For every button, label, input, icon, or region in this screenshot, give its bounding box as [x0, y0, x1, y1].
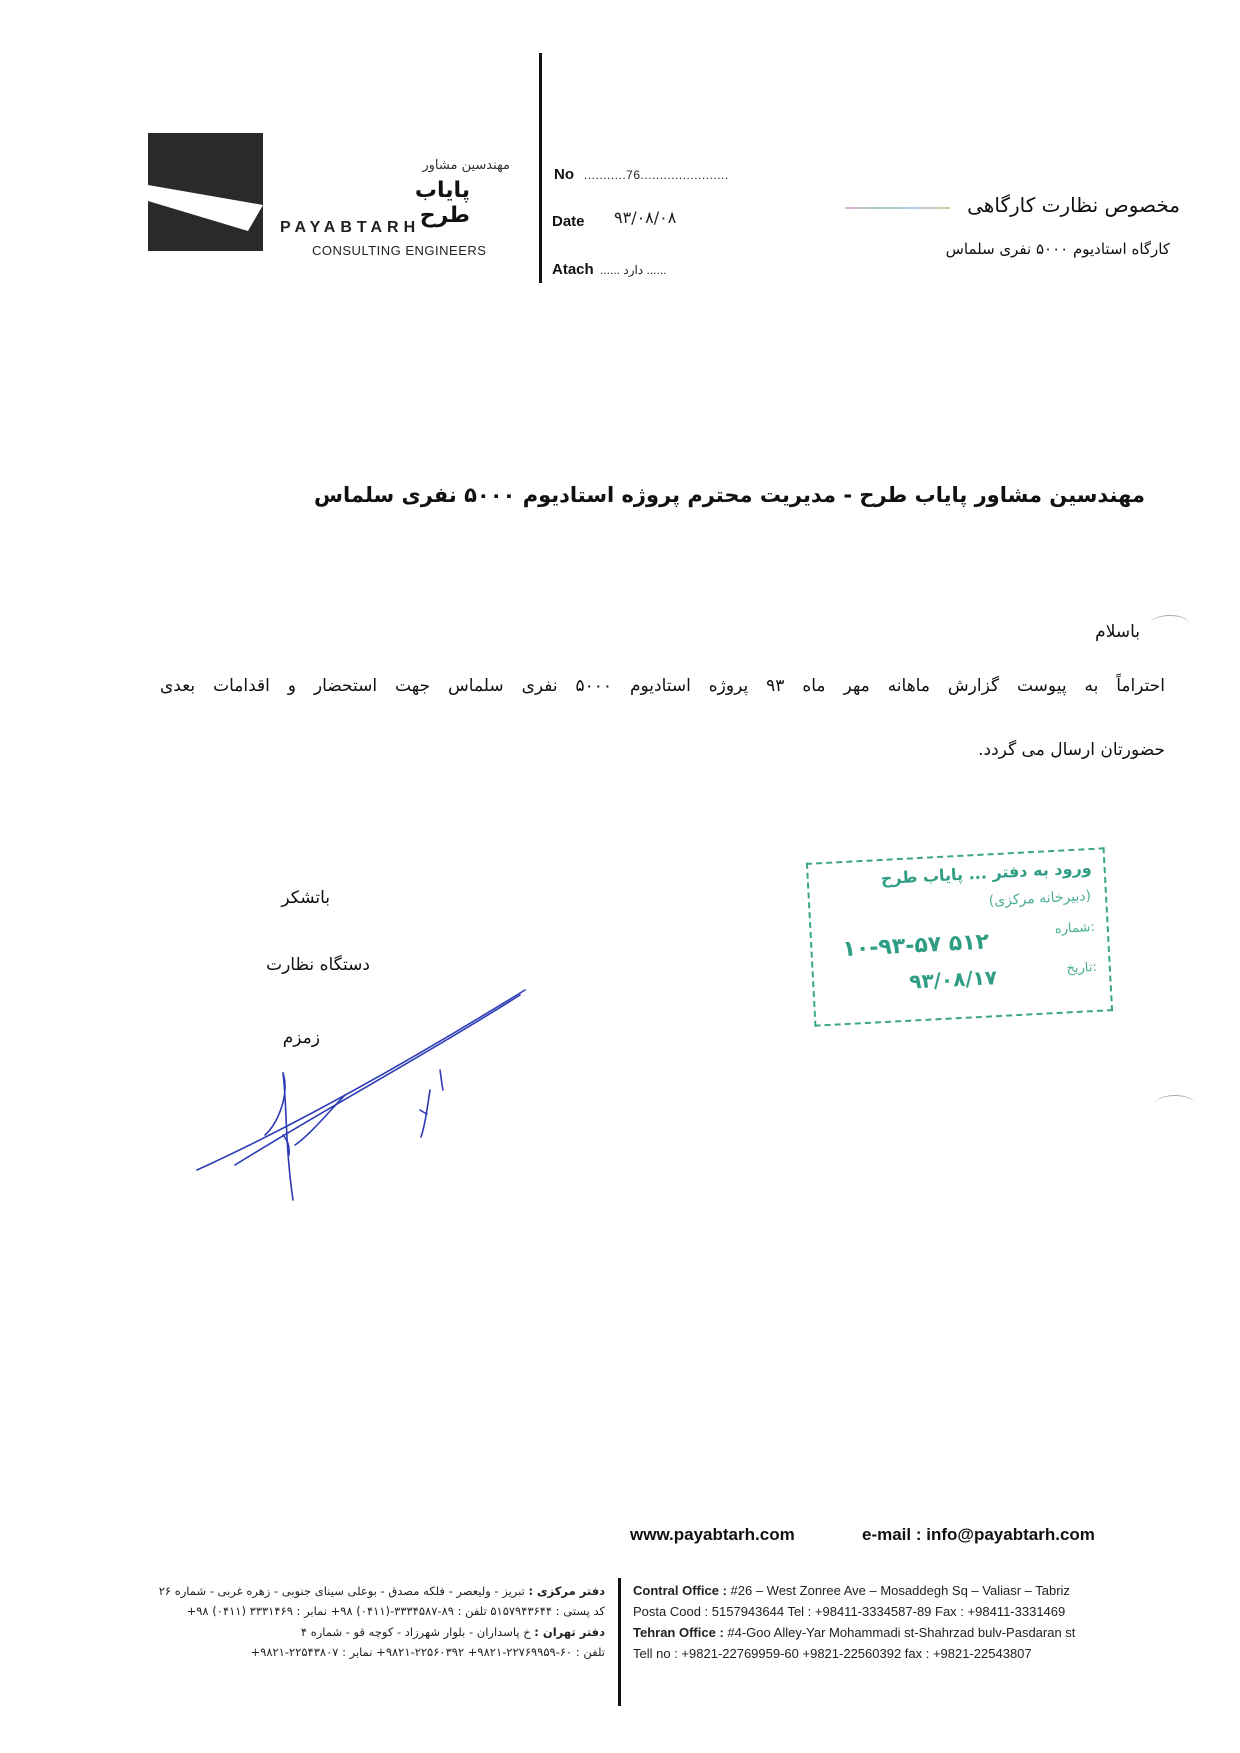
website-link[interactable]: www.payabtarh.com [630, 1525, 795, 1544]
footer-en-line [633, 1625, 1075, 1640]
footer-fa-text: خ پاسداران - بلوار شهرزاد - کوچه قو - شماره ۴ [300, 1625, 535, 1639]
footer-fa-text: تلفن : ۶۰-۲۲۷۶۹۹۵۹-۹۸۲۱+ ۲۲۵۶۰۳۹۲-۹۸۲۱+ نمابر : ۲۲۵۴۳۸۰۷-۹۸۲۱+ [250, 1645, 605, 1659]
date-value: ۹۳/۰۸/۰۸ [614, 208, 677, 227]
footer-fa-label: دفتر مرکزی : [528, 1584, 605, 1598]
logo-mark [148, 133, 263, 251]
receipt-stamp [806, 847, 1113, 1026]
greeting: باسلام [1095, 622, 1140, 642]
email-link[interactable]: e-mail : info@payabtarh.com [862, 1525, 1095, 1544]
number-value: ...........76....................... [584, 168, 729, 182]
footer-en-line [633, 1646, 1032, 1661]
stamp-date-value: ۹۳/۰۸/۱۷ [908, 965, 998, 994]
attach-label: Atach [552, 261, 594, 278]
footer-en-line [633, 1604, 1065, 1619]
stamp-number-value: ۱۰-۹۳-۵۷ ۵۱۲ [841, 929, 990, 963]
footer-fa-line [80, 1645, 605, 1659]
footer-fa-text: تبریز - ولیعصر - فلکه مصدق - بوعلی سینای جنوبی - زهره غربی - شماره ۲۶ [158, 1584, 529, 1598]
stamp-subtitle: (دبیرخانه مرکزی) [988, 888, 1092, 910]
punch-mark [1155, 1095, 1195, 1114]
stamp-number-label: شماره: [1054, 919, 1096, 937]
date-label: Date [552, 213, 585, 230]
closing: باتشکر [281, 888, 330, 908]
footer-en-text: Tell no : +9821-22769959-60 +9821-22560392 fax : +9821-22543807 [633, 1646, 1032, 1661]
footer-divider [618, 1578, 621, 1706]
logo-en-name: PAYABTARH [280, 219, 421, 236]
footer-en-text: #4-Goo Alley-Yar Mohammadi st-Shahrzad bulv-Pasdaran st [723, 1625, 1076, 1640]
supervision-underline [845, 207, 950, 209]
number-label: No [554, 166, 574, 183]
footer-fa-line [80, 1584, 605, 1598]
footer-en-text: #26 – West Zonree Ave – Mosaddegh Sq – Valiasr – Tabriz [726, 1583, 1070, 1598]
header-divider [539, 53, 542, 283]
footer-fa-line [80, 1625, 605, 1639]
office-name: دستگاه نظارت [266, 955, 370, 975]
footer-en-line [633, 1583, 1070, 1598]
workshop-name: کارگاه استادیوم ۵۰۰۰ نفری سلماس [945, 240, 1170, 258]
body-line-2: حضورتان ارسال می گردد. [978, 740, 1165, 760]
stamp-title: ورود به دفتر ... پایاب طرح [880, 858, 1093, 889]
handwritten-signature [195, 985, 535, 1210]
footer-fa-text: کد پستی : ۵۱۵۷۹۴۳۶۴۴ تلفن : ۸۹-۳۳۳۴۵۸۷-(۰۴۱۱) ۹۸+ نمابر : ۳۳۳۱۴۶۹ (۰۴۱۱) ۹۸+ [186, 1604, 605, 1618]
footer-fa-label: دفتر تهران : [534, 1625, 605, 1639]
signer-name: زمزم [282, 1028, 320, 1048]
footer-en-text: Posta Cood : 5157943644 Tel : +98411-3334587-89 Fax : +98411-3331469 [633, 1604, 1066, 1619]
punch-mark [1150, 615, 1190, 634]
footer-en-label: Contral Office : [633, 1583, 727, 1598]
footer-fa-line [80, 1604, 605, 1618]
body-line-1: احتراماً به پیوست گزارش ماهانه مهر ماه ۹۳ پروژه استادیوم ۵۰۰۰ نفری سلماس جهت استحضار و اقدامات بعدی [160, 676, 1165, 696]
supervision-title: مخصوص نظارت کارگاهی [967, 193, 1180, 217]
footer-en-label: Tehran Office : [633, 1625, 724, 1640]
logo-fa-subtitle: مهندسین مشاور [422, 158, 510, 173]
logo-en-subtitle: CONSULTING ENGINEERS [312, 243, 487, 258]
attach-value: ...... دارد ...... [600, 263, 667, 277]
logo-fa-name: پایاب طرح [414, 178, 470, 228]
recipient-line: مهندسین مشاور پایاب طرح - مدیریت محترم پروژه استادیوم ۵۰۰۰ نفری سلماس [314, 483, 1145, 507]
stamp-date-label: تاریخ: [1066, 959, 1098, 977]
